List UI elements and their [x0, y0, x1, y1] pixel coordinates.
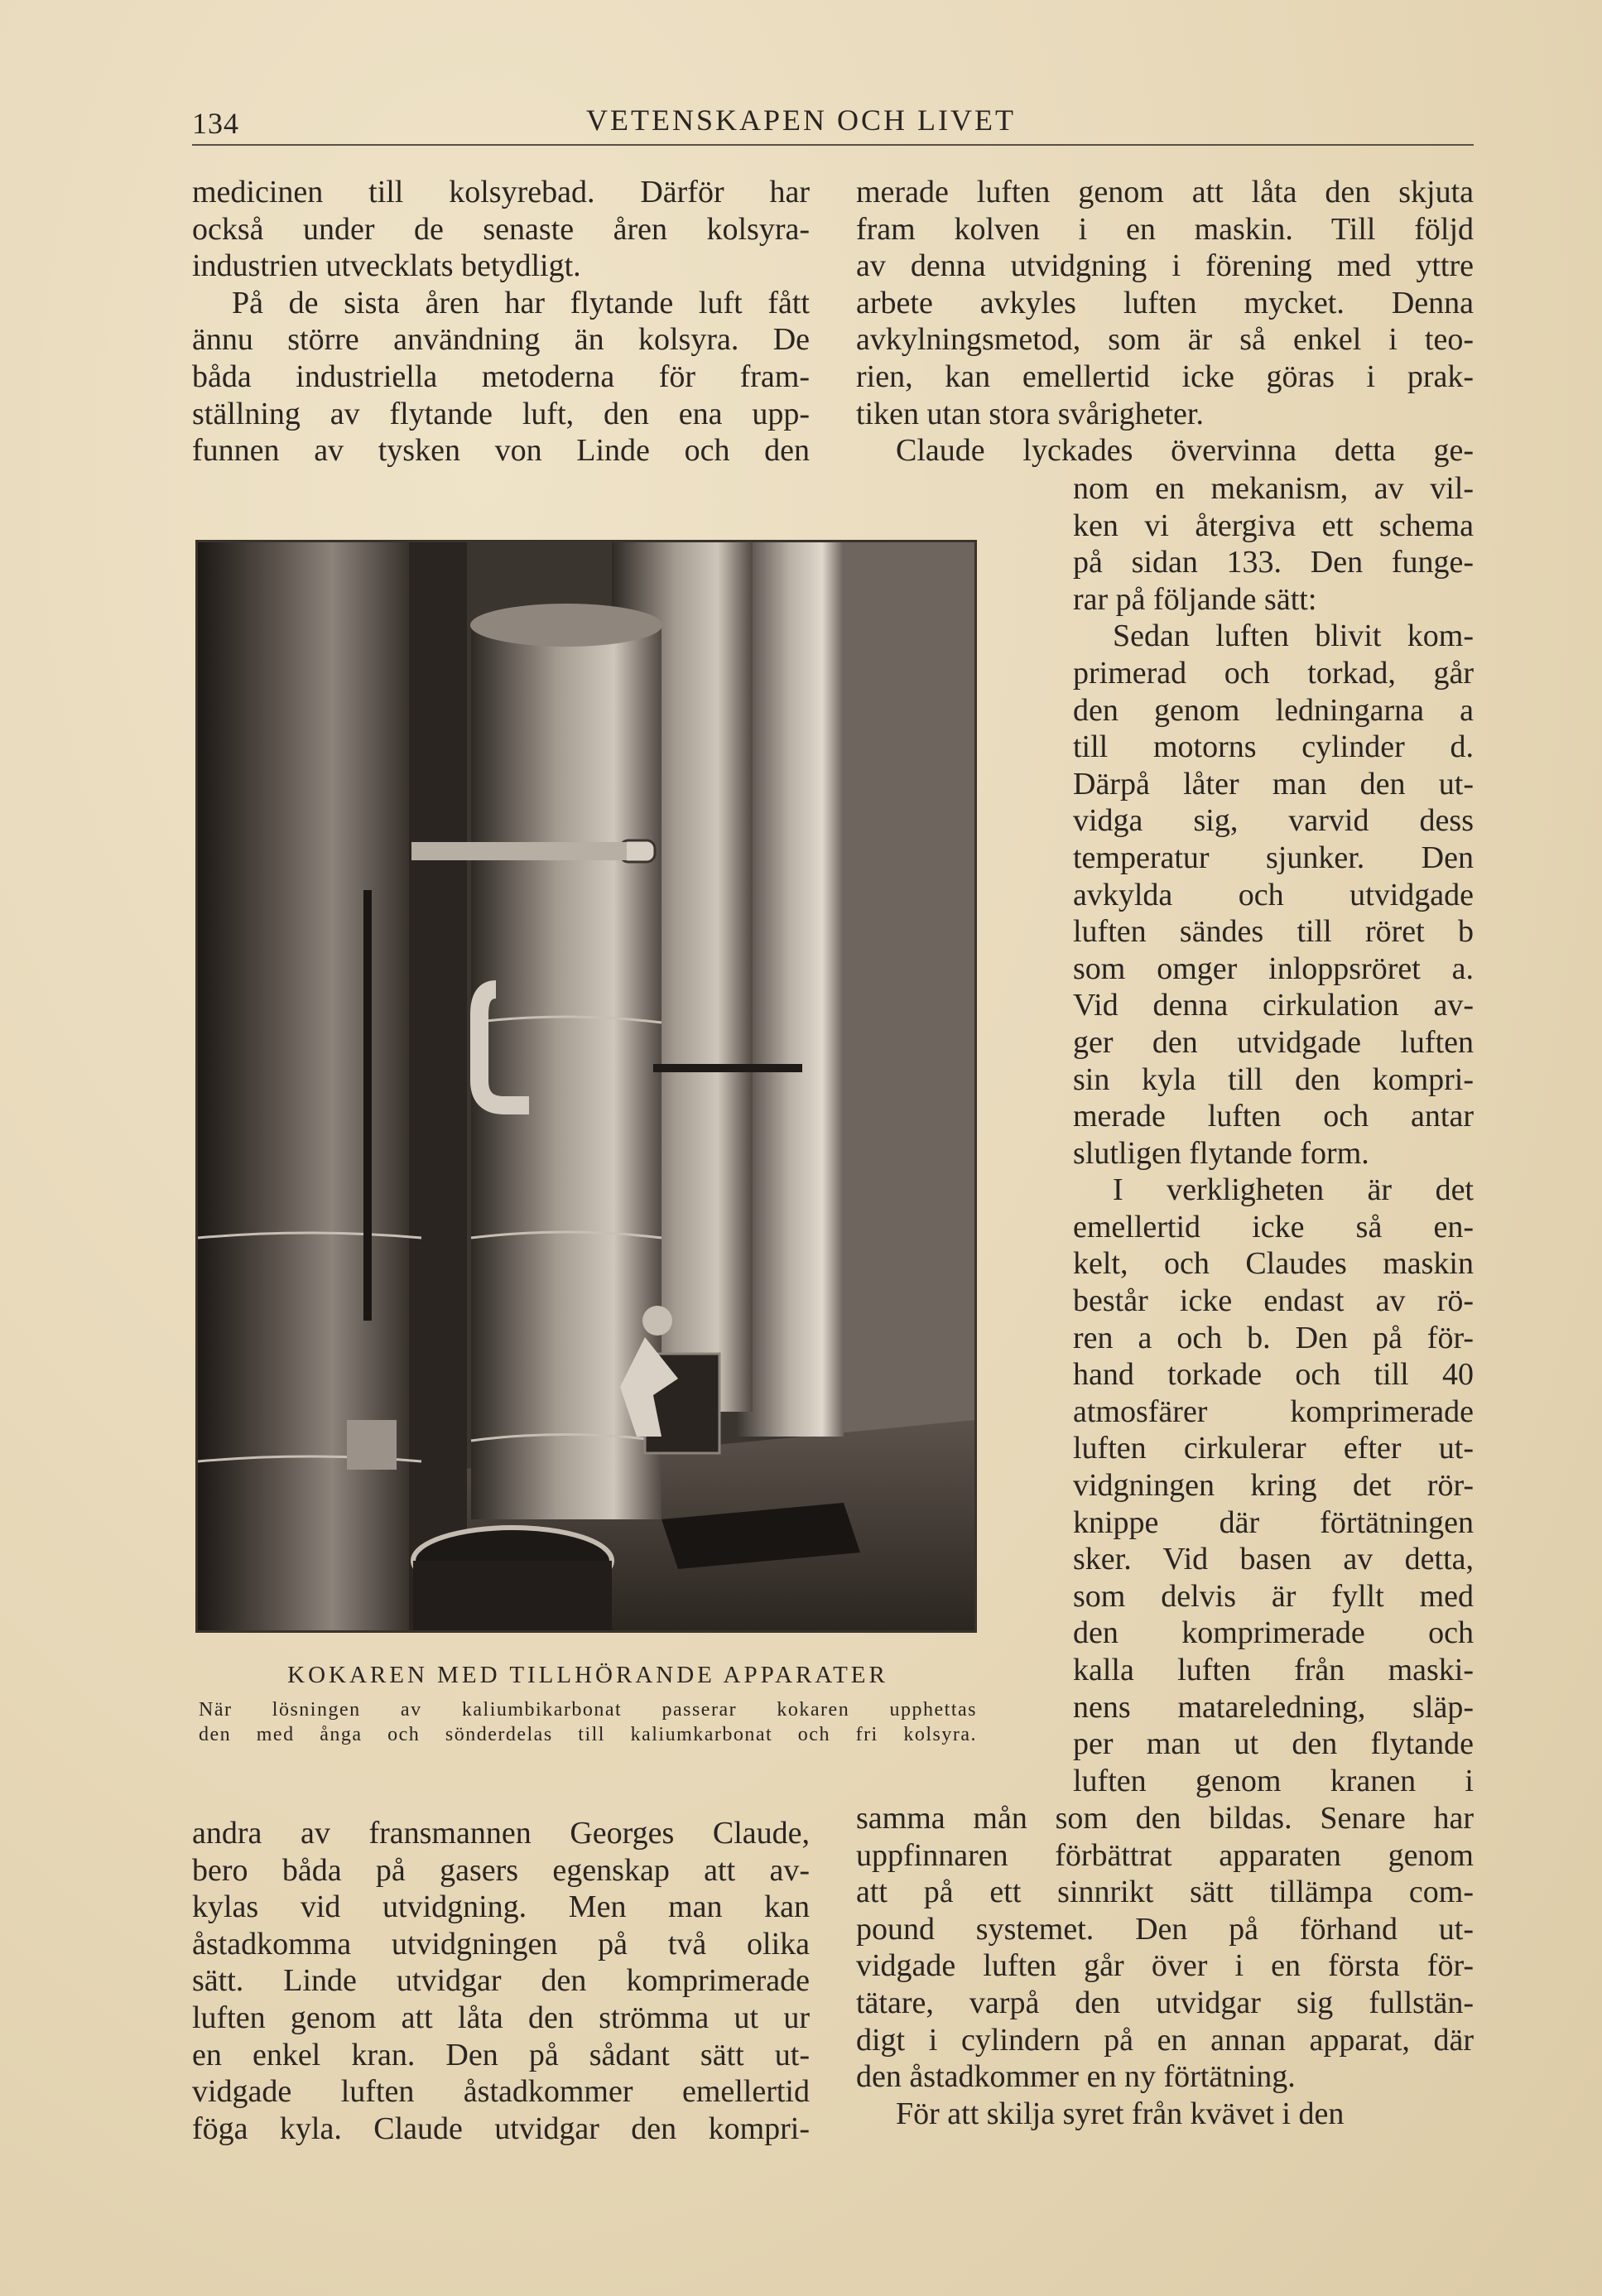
text-line: vidgningen kring det rör- [1073, 1468, 1474, 1504]
floor-valve [347, 1420, 397, 1470]
pipe-connector [411, 842, 627, 860]
text-line: I verkligheten är det [1113, 1172, 1474, 1208]
text-line: Därpå låter man den ut- [1073, 766, 1474, 801]
text-line: emellertid icke så en- [1073, 1209, 1474, 1244]
text-line: som delvis är fyllt med [1073, 1578, 1474, 1614]
worker-head [642, 1306, 672, 1336]
text-line: sätt. Linde utvidgar den komprimerade [192, 1963, 810, 1999]
text-line: temperatur sjunker. Den [1073, 840, 1474, 875]
text-line: arbete avkyles luften mycket. Denna [856, 285, 1474, 320]
text-line: För att skilja syret från kvävet i den [896, 2096, 1345, 2131]
text-line: kelt, och Claudes maskin [1073, 1246, 1474, 1282]
text-line: avkylningsmetod, som är så enkel i teo- [856, 322, 1474, 358]
text-line: fram kolven i en maskin. Till följd [856, 211, 1474, 247]
side-pipe [653, 1064, 802, 1072]
text-line: av denna utvidgning i förening med yttre [856, 248, 1474, 284]
text-line: hand torkade och till 40 [1073, 1357, 1474, 1393]
text-line: Claude lyckades övervinna detta ge- [896, 433, 1474, 469]
text-line: ställning av flytande luft, den ena upp- [192, 396, 810, 431]
text-line: ren a och b. Den på för- [1073, 1320, 1474, 1355]
text-line: luften cirkulerar efter ut- [1073, 1431, 1474, 1466]
text-line: föga kyla. Claude utvidgar den kompri- [192, 2111, 810, 2146]
text-line: uppfinnaren förbättrat apparaten genom [856, 1837, 1474, 1873]
text-line: ken vi återgiva ett schema [1073, 508, 1474, 543]
text-line: tiken utan stora svårigheter. [856, 396, 1204, 431]
gauge-pipe [363, 890, 372, 1321]
text-line: på sidan 133. Den funge- [1073, 545, 1474, 580]
text-line: merade luften genom att låta den skjuta [856, 175, 1474, 209]
text-line: tätare, varpå den utvidgar sig fullstän- [856, 1985, 1474, 2020]
text-line: merade luften och antar [1073, 1099, 1474, 1134]
text-line: kylas vid utvidgning. Men man kan [192, 1889, 810, 1925]
text-line: digt i cylindern på en annan apparat, där [856, 2022, 1474, 2058]
text-line: vidgade luften åstadkommer emellertid [192, 2074, 810, 2110]
running-head: VETENSKAPEN OCH LIVET [586, 103, 1016, 137]
text-line: en enkel kran. Den på sådant sätt ut- [192, 2037, 810, 2072]
text-line: båda industriella metoderna för fram- [192, 359, 810, 394]
right-column-narrow-text [1073, 470, 1474, 1799]
text-line: rien, kan emellertid icke göras i prak- [856, 359, 1474, 394]
text-line: luften genom kranen i [1073, 1763, 1474, 1798]
text-line: ger den utvidgade luften [1073, 1024, 1474, 1060]
text-line: samma mån som den bildas. Senare har [856, 1801, 1474, 1836]
text-line: primerad och torkad, går [1073, 655, 1474, 691]
center-cylinder-top [470, 604, 662, 647]
figure-caption-text [199, 1697, 977, 1747]
text-line: vidgade luften går över i en första för- [856, 1948, 1474, 1984]
text-line: Sedan luften blivit kom- [1113, 619, 1474, 654]
text-line: luften sändes till röret b [1073, 914, 1474, 950]
text-line: industrien utvecklats betydligt. [192, 248, 581, 284]
left-column-bottom-text [192, 1815, 810, 2147]
text-line: sin kyla till den kompri- [1073, 1061, 1474, 1097]
page-number: 134 [192, 107, 239, 140]
text-line: den genom ledningarna a [1073, 692, 1474, 728]
text-line: nens matareledning, släp- [1073, 1689, 1474, 1725]
text-line: pound systemet. Den på förhand ut- [856, 1911, 1474, 1947]
text-line: åstadkomma utvidgningen på två olika [192, 1926, 810, 1961]
header-rule [192, 144, 1474, 146]
right-column-top-text [856, 174, 1474, 469]
text-line: sker. Vid basen av detta, [1073, 1542, 1474, 1577]
text-line: den komprimerade och [1073, 1615, 1474, 1651]
text-line: att på ett sinnrikt sätt tillämpa com- [856, 1875, 1474, 1910]
left-column-top-text [192, 174, 810, 469]
text-line: knippe där förtätningen [1073, 1504, 1474, 1540]
text-line: rar på följande sätt: [1073, 581, 1317, 617]
text-line: till motorns cylinder d. [1073, 729, 1474, 765]
text-line: den åstadkommer en ny förtätning. [856, 2059, 1296, 2095]
text-line: består icke endast av rö- [1073, 1283, 1474, 1319]
text-line: vidga sig, varvid dess [1073, 803, 1474, 839]
text-line: bero båda på gasers egenskap att av- [192, 1852, 810, 1888]
caption-line: När lösningen av kaliumbikarbonat passerar kokaren upphettas [199, 1699, 977, 1721]
boiler-illustration [198, 542, 974, 1630]
figure-photo-boiler [195, 540, 977, 1633]
text-line: per man ut den flytande [1073, 1726, 1474, 1762]
figure-caption-title: KOKAREN MED TILLHÖRANDE APPARATER [287, 1662, 888, 1688]
text-line: medicinen till kolsyrebad. Därför har [192, 175, 810, 209]
text-line: ännu större användning än kolsyra. De [192, 322, 810, 358]
caption-line: den med ånga och sönderdelas till kaliumkarbonat och fri kolsyra. [199, 1724, 977, 1745]
text-line: avkylda och utvidgade [1073, 877, 1474, 912]
text-line: luften genom att låta den strömma ut ur [192, 2000, 810, 2035]
text-line: funnen av tysken von Linde och den [192, 433, 810, 469]
text-line: som omger inloppsröret a. [1073, 951, 1474, 986]
text-line: kalla luften från maski- [1073, 1653, 1474, 1687]
right-column-bottom-text [856, 1800, 1474, 2132]
text-line: nom en mekanism, av vil- [1073, 471, 1474, 506]
text-line: atmosfärer komprimerade [1073, 1393, 1474, 1429]
text-line: På de sista åren har flytande luft fått [232, 285, 810, 320]
text-line: också under de senaste åren kolsyra- [192, 211, 810, 247]
left-pipe-column [409, 542, 467, 1630]
foreground-tank [413, 1561, 612, 1630]
text-line: andra av fransmannen Georges Claude, [192, 1816, 810, 1851]
text-line: Vid denna cirkulation av- [1073, 988, 1474, 1023]
text-line: slutligen flytande form. [1073, 1135, 1369, 1171]
